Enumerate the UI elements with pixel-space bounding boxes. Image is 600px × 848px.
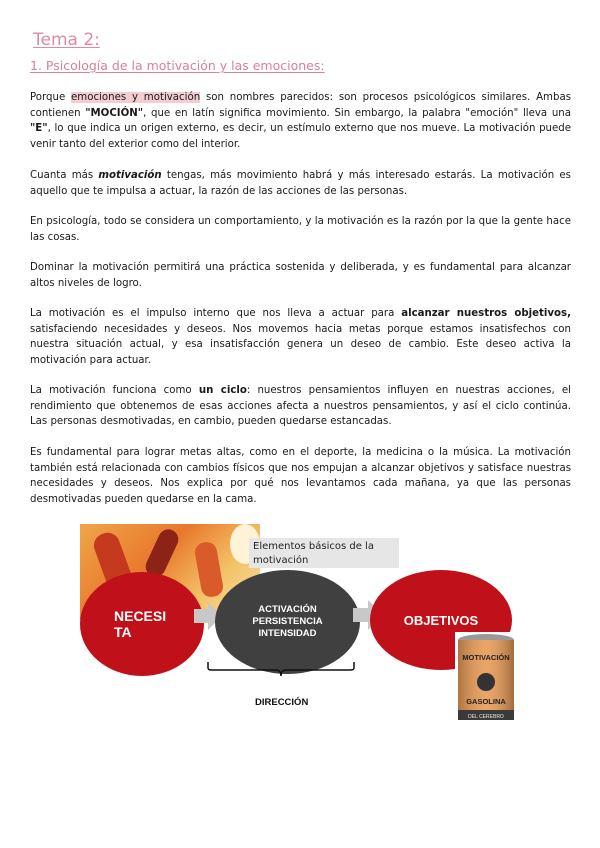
can-label-mid: GASOLINA	[466, 697, 506, 706]
section-subtitle: 1. Psicología de la motivación y las emociones:	[30, 58, 325, 73]
paragraph-7: Es fundamental para lograr metas altas, como en el deporte, la medicina o la música. La motivación también está relacionada con cambios físicos que nos empujan a alcanzar objetivos y satisface nuestras necesidades y deseos. Nos explica por qué nos levantamos cada mañana, ya que las personas desmotivadas pueden quedarse en la cama.	[30, 447, 571, 505]
highlighted-text: emociones y motivación	[71, 92, 201, 103]
motivation-diagram	[80, 524, 520, 724]
paragraph-1: Porque emociones y motivación son nombres parecidos: son procesos psicológicos similares. Ambas contienen "MOCIÓN", que en latín significa movimiento. Sin embargo, la palabra "emoción" lleva una "E", lo que indica un origen externo, es decir, un estímulo externo que nos mueve. La motivación puede venir tanto del exterior como del interior.	[30, 92, 572, 150]
page-title: Tema 2:	[33, 30, 100, 50]
paragraph-5: La motivación es el impulso interno que nos lleva a actuar para alcanzar nuestros objetivos, satisfaciendo necesidades y deseos. Nos movemos hacia metas porque estamos insatisfechos con nuestra situación actual, y esa insatisfacción genera un deseo de cambio. Este deseo activa la motivación para actuar.	[30, 308, 571, 366]
can-label-bottom: DEL CEREBRO	[468, 714, 504, 720]
can-label-top: MOTIVACIÓN	[462, 653, 510, 662]
paragraph-4: Dominar la motivación permitirá una práctica sostenida y deliberada, y es fundamental para alcanzar altos niveles de logro.	[30, 262, 571, 289]
direccion-label: DIRECCIÓN	[255, 697, 309, 708]
ellipse-necesidad: NECESI TA	[80, 572, 204, 676]
diagram-caption: Elementos básicos de la motivación	[249, 538, 399, 568]
brace-icon	[206, 660, 356, 678]
gasoline-can-icon	[455, 632, 518, 724]
ellipse-objetivos: OBJETIVOS	[370, 570, 512, 670]
ellipse-activacion: ACTIVACIÓN PERSISTENCIA INTENSIDAD	[215, 570, 360, 674]
paragraph-3: En psicología, todo se considera un comportamiento, y la motivación es la razón por la que la gente hace las cosas.	[30, 216, 571, 243]
paragraph-6: La motivación funciona como un ciclo: nuestros pensamientos influyen en nuestras acciones, el rendimiento que obtenemos de esas acciones afecta a nuestros pensamientos, y así el ciclo continúa. Las personas desmotivadas, en cambio, pueden quedarse estancadas.	[30, 385, 571, 427]
paragraph-2: Cuanta más motivación tengas, más movimiento habrá y más interesado estarás. La motivación es aquello que te impulsa a actuar, la razón de las acciones de las personas.	[30, 170, 571, 197]
